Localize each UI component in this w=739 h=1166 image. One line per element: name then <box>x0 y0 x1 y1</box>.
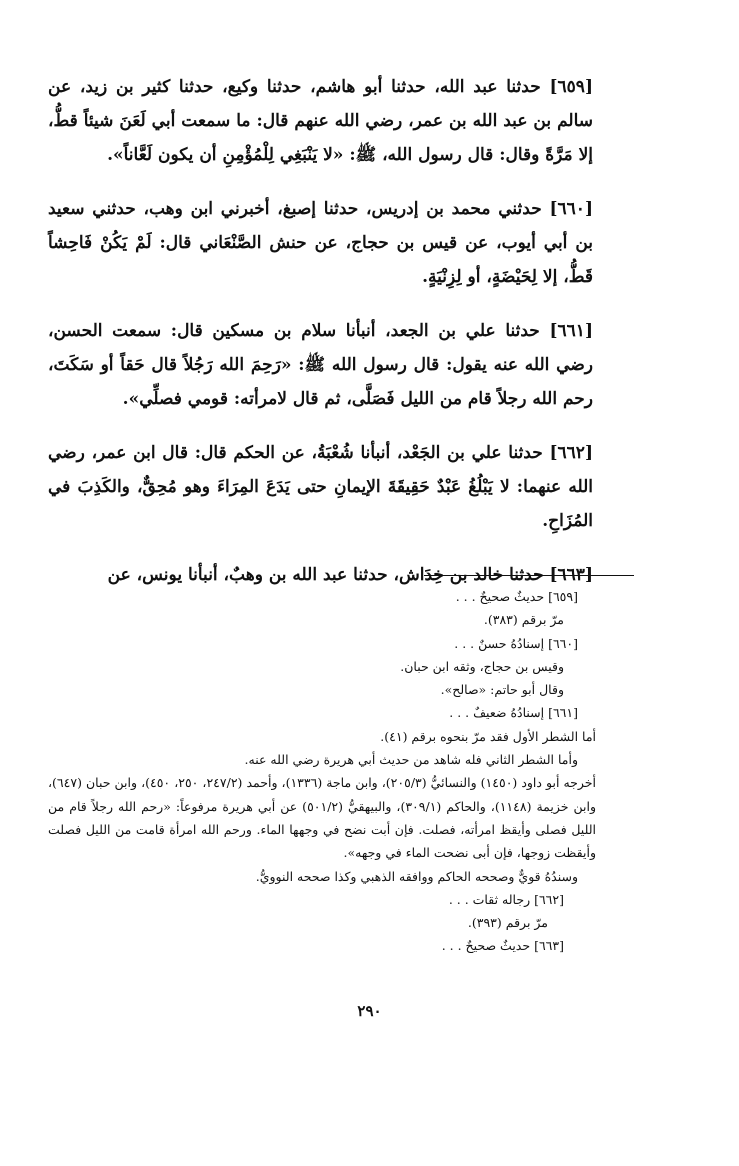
hadith-659: [٦٥٩] حدثنا عبد الله، حدثنا أبو هاشم، حدثنا وكيع، حدثنا كثير بن زيد، عن سالم بن عبد الله بن عمر، رضي الله عنهم قال: ما سمعت أبي لَعَنَ شيئاً قطُّ، إلا مَرَّةً وقال: قال رسول الله، ﷺ: «لا يَنْبَغِي لِلْمُؤْمِنِ أن يكون لَعَّاناً». <box>48 77 593 165</box>
footnote-line: أما الشطر الأول فقد مرّ بنحوه برقم (٤١). <box>380 728 596 744</box>
footnotes <box>48 585 596 958</box>
page-number: ٢٩٠ <box>357 1002 382 1020</box>
footnote-line: [٦٦١] إسنادُهُ ضعيفٌ . . . <box>449 705 578 721</box>
footnote-line: مرّ برقم (٣٨٣). <box>483 612 564 628</box>
footnote-line: [٦٥٩] حديثٌ صحيحٌ . . . <box>455 589 578 604</box>
footnote-divider <box>424 575 634 576</box>
footnote-line: وسندُهُ قويٌّ وصححه الحاكم ووافقه الذهبي وكذا صححه النوويُّ. <box>255 868 578 884</box>
footnote-line: [٦٦٢] رجاله ثقات . . . <box>448 891 564 907</box>
hadith-text <box>48 70 593 612</box>
footnote-line: وقيس بن حجاج، وثقه ابن حبان. <box>400 658 564 674</box>
footnote-line: وقال أبو حاتم: «صالح». <box>440 682 564 698</box>
hadith-661: [٦٦١] حدثنا علي بن الجعد، أنبأنا سلام بن مسكين قال: سمعت الحسن، رضي الله عنه يقول: قال رسول الله ﷺ: «رَحِمَ الله رَجُلاً قال حَقاً أو سَكَتَ، رحم الله رجلاً قام من الليل فَصَلَّى، ثم قال لامرأته: قومي فصلِّي». <box>48 321 593 409</box>
footnote-line: وأما الشطر الثاني فله شاهد من حديث أبي هريرة رضي الله عنه. <box>244 752 578 768</box>
hadith-663: [٦٦٣] حدثنا خالد بن خِدَاش، حدثنا عبد الله بن وهبٌ، أنبأنا يونس، عن <box>107 565 593 585</box>
hadith-660: [٦٦٠] حدثني محمد بن إدريس، حدثنا إصبغ، أخبرني ابن وهب، حدثني سعيد بن أبي أيوب، عن قيس بن حجاج، عن حنش الصَّنْعَاني قال: لَمْ يَكُنْ فَاحِشاً قَطُّ، إلا لِحَيْضَةٍ، أو لِزِنْيَةٍ. <box>48 199 593 287</box>
footnote-line: مرّ برقم (٣٩٣). <box>467 915 548 931</box>
footnote-line: [٦٦٣] حديثٌ صحيحٌ . . . <box>441 938 564 954</box>
footnote-line: [٦٦٠] إسنادُهُ حسنٌ . . . <box>454 635 578 651</box>
hadith-662: [٦٦٢] حدثنا علي بن الجَعْد، أنبأنا شُعْبَةُ، عن الحكم قال: قال ابن عمر، رضي الله عنهما: لا يَبْلُغُ عَبْدٌ حَقِيقَةَ الإيمانِ حتى يَدَعَ المِرَاءَ وهو مُحِقٌّ، والكَذِبَ في المُزَاحِ. <box>48 443 593 531</box>
footnote-line: أخرجه أبو داود (١٤٥٠) والنسائيُّ (٢٠٥/٣)، وابن ماجة (١٣٣٦)، وأحمد (٢٤٧/٢، ٢٥٠، ٤٥٠)، وابن حبان (٦٤٧)، وابن خزيمة (١١٤٨)، والحاكم (٣٠٩/١)، والبيهقيُّ (٥٠١/٢) عن أبي هريرة مرفوعاً: «رحم الله رجلاً قام من الليل فصلى وأيقظ امرأته، فصلت. فإن أبت نضح في وجهها الماء. ورحم الله امرأة قامت من الليل فصلت وأيقظت زوجها، فإن أبى نضحت الماء في وجهه». <box>48 775 596 861</box>
